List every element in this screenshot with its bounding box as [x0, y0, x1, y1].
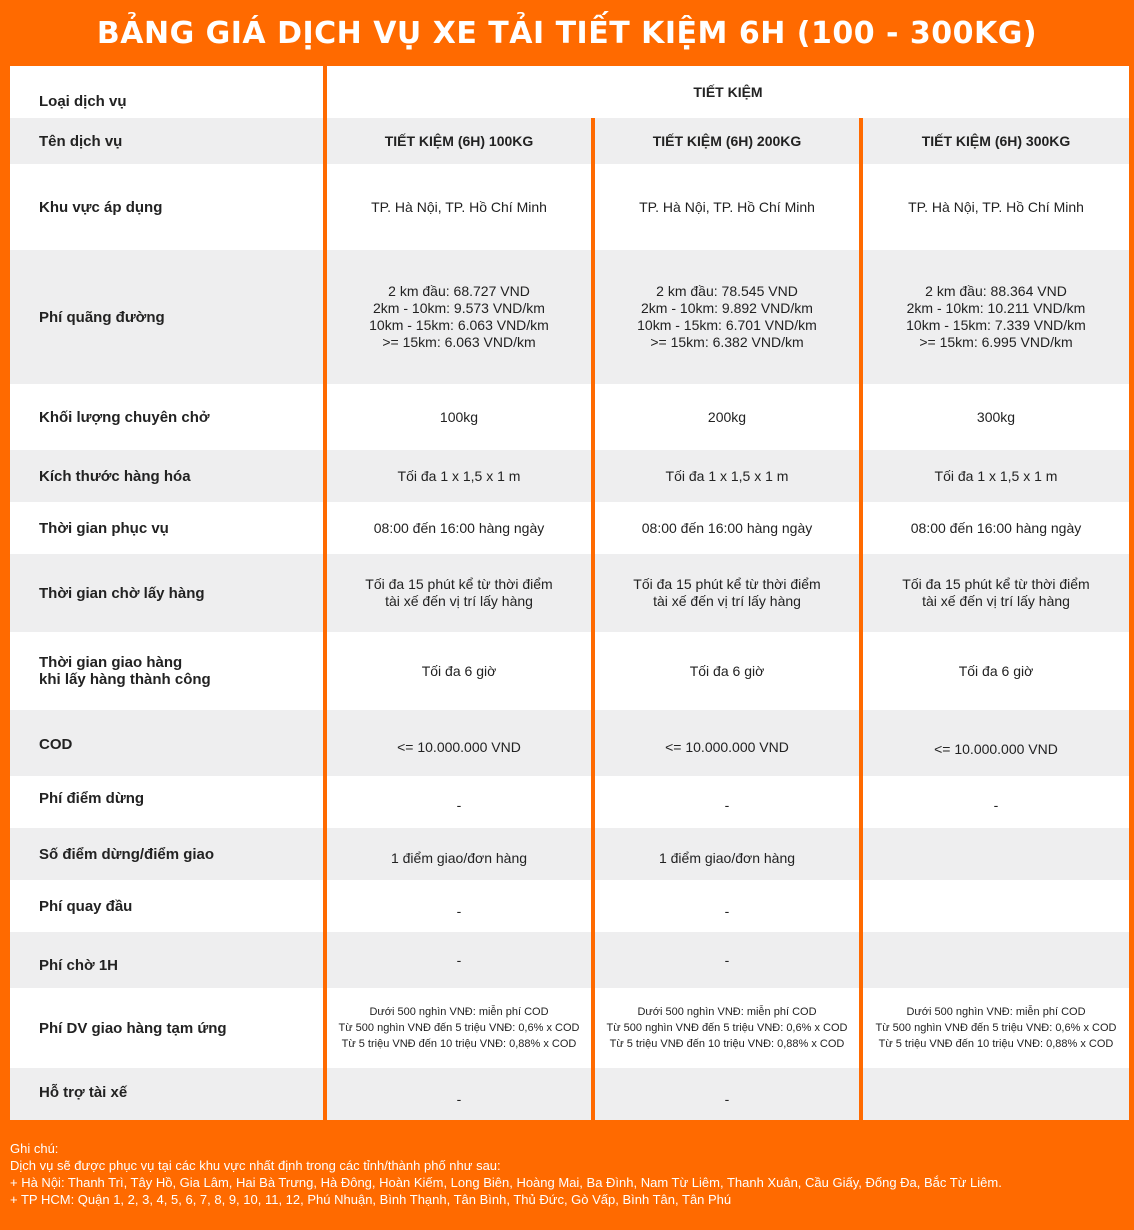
table-cell: 2 km đầu: 78.545 VND 2km - 10km: 9.892 VND/km 10km - 15km: 6.701 VND/km >= 15km: 6.382 VND/km [595, 250, 859, 384]
table-cell: Tối đa 1 x 1,5 x 1 m [327, 450, 591, 502]
table-cell: - [327, 1068, 591, 1120]
table-cell: Tối đa 6 giờ [327, 632, 591, 710]
table-cell: - [327, 880, 591, 932]
notes-heading: Ghi chú: [10, 1141, 59, 1156]
service-type-value: TIẾT KIỆM [327, 66, 1129, 118]
table-cell: TP. Hà Nội, TP. Hồ Chí Minh [863, 164, 1129, 250]
table-cell: 2 km đầu: 88.364 VND 2km - 10km: 10.211 VND/km 10km - 15km: 7.339 VND/km >= 15km: 6.995 VND/km [863, 250, 1129, 384]
notes [10, 1140, 1124, 1208]
service-type-label: Loại dịch vụ [10, 66, 323, 118]
table-cell: - [595, 880, 859, 932]
table-cell: - [863, 776, 1129, 828]
table-cell [863, 932, 1129, 988]
table-cell: Tối đa 6 giờ [595, 632, 859, 710]
row-label-stop-count: Số điểm dừng/điểm giao [10, 828, 323, 880]
table-cell: - [595, 1068, 859, 1120]
table-cell: Tối đa 15 phút kể từ thời điểm tài xế đến vị trí lấy hàng [327, 554, 591, 632]
table-cell [863, 1068, 1129, 1120]
table-cell: Tối đa 15 phút kể từ thời điểm tài xế đến vị trí lấy hàng [595, 554, 859, 632]
table-cell: Dưới 500 nghìn VNĐ: miễn phí COD Từ 500 nghìn VNĐ đến 5 triệu VNĐ: 0,6% x COD Từ 5 triệu VNĐ đến 10 triệu VNĐ: 0,88% x COD [327, 988, 591, 1068]
row-label-delivery-time: Thời gian giao hàng khi lấy hàng thành công [10, 632, 323, 710]
service-name-300kg: TIẾT KIỆM (6H) 300KG [863, 118, 1129, 164]
notes-hcm: + TP HCM: Quận 1, 2, 3, 4, 5, 6, 7, 8, 9, 10, 11, 12, Phú Nhuận, Bình Thạnh, Tân Bình, Thủ Đức, Gò Vấp, Bình Tân, Tân Phú [10, 1192, 732, 1207]
row-label-area: Khu vực áp dụng [10, 164, 323, 250]
notes-intro: Dịch vụ sẽ được phục vụ tại các khu vực nhất định trong các tỉnh/thành phố như sau: [10, 1158, 501, 1173]
service-name-label: Tên dịch vụ [10, 118, 323, 164]
table-cell: <= 10.000.000 VND [595, 710, 859, 776]
table-cell: 100kg [327, 384, 591, 450]
row-label-advance-fee: Phí DV giao hàng tạm ứng [10, 988, 323, 1068]
row-label-driver-support: Hỗ trợ tài xế [10, 1068, 323, 1120]
table-cell: 08:00 đến 16:00 hàng ngày [327, 502, 591, 554]
table-cell: Dưới 500 nghìn VNĐ: miễn phí COD Từ 500 nghìn VNĐ đến 5 triệu VNĐ: 0,6% x COD Từ 5 triệu VNĐ đến 10 triệu VNĐ: 0,88% x COD [595, 988, 859, 1068]
row-label-cod: COD [10, 710, 323, 776]
table-cell: <= 10.000.000 VND [327, 710, 591, 776]
row-label-weight: Khối lượng chuyên chở [10, 384, 323, 450]
table-cell: - [595, 776, 859, 828]
row-label-service-time: Thời gian phục vụ [10, 502, 323, 554]
row-label-size: Kích thước hàng hóa [10, 450, 323, 502]
table-cell: Tối đa 1 x 1,5 x 1 m [863, 450, 1129, 502]
table-cell: Tối đa 6 giờ [863, 632, 1129, 710]
table-cell [863, 828, 1129, 880]
service-name-200kg: TIẾT KIỆM (6H) 200KG [595, 118, 859, 164]
row-label-pickup-wait: Thời gian chờ lấy hàng [10, 554, 323, 632]
table-cell: Tối đa 15 phút kể từ thời điểm tài xế đến vị trí lấy hàng [863, 554, 1129, 632]
table-cell [863, 880, 1129, 932]
row-label-wait-fee: Phí chờ 1H [10, 932, 323, 988]
service-name-100kg: TIẾT KIỆM (6H) 100KG [327, 118, 591, 164]
table-cell: - [327, 776, 591, 828]
table-cell: 1 điểm giao/đơn hàng [327, 828, 591, 880]
row-label-distance-fee: Phí quãng đường [10, 250, 323, 384]
table-cell: <= 10.000.000 VND [863, 710, 1129, 776]
table-cell: 08:00 đến 16:00 hàng ngày [863, 502, 1129, 554]
table-cell: - [595, 932, 859, 988]
table-cell: 2 km đầu: 68.727 VND 2km - 10km: 9.573 VND/km 10km - 15km: 6.063 VND/km >= 15km: 6.063 VND/km [327, 250, 591, 384]
table-cell: TP. Hà Nội, TP. Hồ Chí Minh [595, 164, 859, 250]
page-title: BẢNG GIÁ DỊCH VỤ XE TẢI TIẾT KIỆM 6H (100 - 300KG) [96, 15, 1038, 51]
table-cell: 1 điểm giao/đơn hàng [595, 828, 859, 880]
table-cell: 300kg [863, 384, 1129, 450]
table-cell: 200kg [595, 384, 859, 450]
row-label-stop-fee: Phí điểm dừng [10, 776, 323, 828]
table-cell: Dưới 500 nghìn VNĐ: miễn phí COD Từ 500 nghìn VNĐ đến 5 triệu VNĐ: 0,6% x COD Từ 5 triệu VNĐ đến 10 triệu VNĐ: 0,88% x COD [863, 988, 1129, 1068]
table-cell: Tối đa 1 x 1,5 x 1 m [595, 450, 859, 502]
notes-hanoi: + Hà Nội: Thanh Trì, Tây Hồ, Gia Lâm, Hai Bà Trưng, Hà Đông, Hoàn Kiếm, Long Biên, Hoàng Mai, Ba Đình, Nam Từ Liêm, Thanh Xuân, Cầu Giấy, Đống Đa, Bắc Từ Liêm. [10, 1175, 1002, 1190]
table-cell: 08:00 đến 16:00 hàng ngày [595, 502, 859, 554]
row-label-return-fee: Phí quay đầu [10, 880, 323, 932]
table-cell: - [327, 932, 591, 988]
table-cell: TP. Hà Nội, TP. Hồ Chí Minh [327, 164, 591, 250]
price-table [10, 66, 1124, 1120]
